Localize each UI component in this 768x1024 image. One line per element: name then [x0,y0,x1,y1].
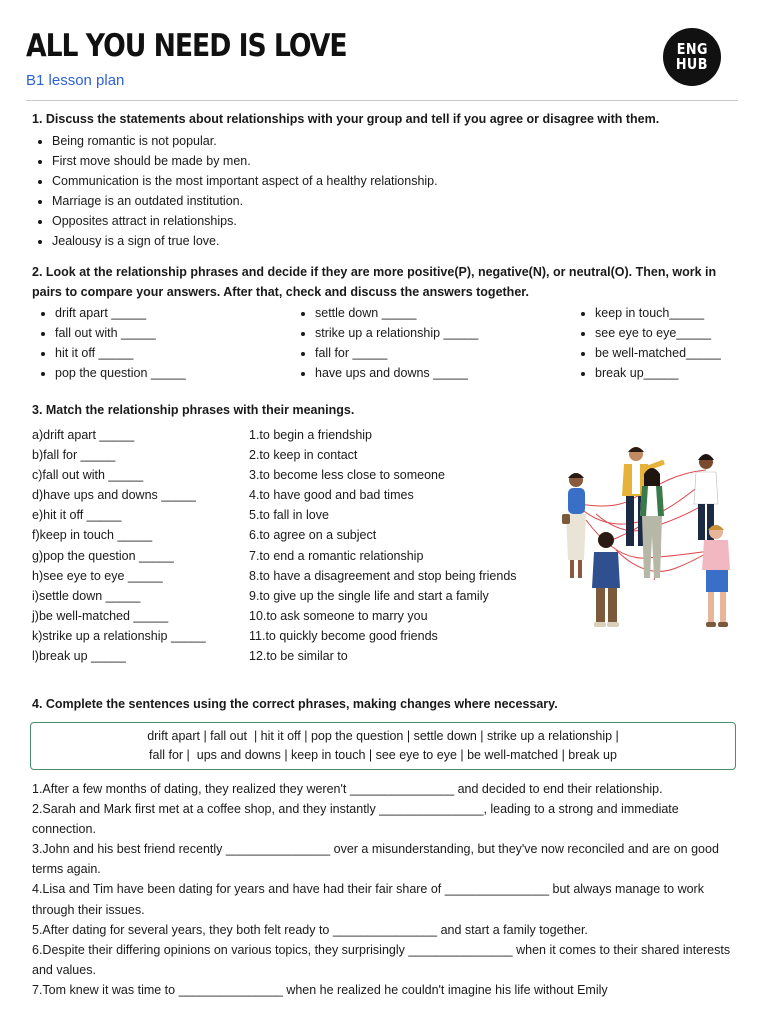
gap-fill-sentence: 1.After a few months of dating, they realized they weren't _______________ and decided to end their relationship. [32,782,663,796]
match-meaning: 3.to become less close to someone [249,468,445,483]
match-phrase: l)break up _____ [32,649,126,664]
statement-item: • Jealousy is a sign of true love. [52,231,438,251]
statement-item: • Opposites attract in relationships. [52,211,438,231]
phrase-item: • strike up a relationship _____ [315,323,535,343]
match-meaning: 11.to quickly become good friends [249,628,438,643]
phrase-item: • be well-matched_____ [595,343,768,363]
match-meaning: 8.to have a disagreement and stop being friends [249,568,517,583]
statement-list [32,131,438,251]
gap-fill-sentence: 5.After dating for several years, they both felt ready to _______________ and start a family together. [32,922,588,937]
match-meaning: 6.to agree on a subject [249,528,377,543]
match-phrase: a)drift apart _____ [32,428,135,442]
section-1-instruction: 1. Discuss the statements about relationships with your group and tell if you agree or disagree with them. [32,112,660,126]
page-title: ALL YOU NEED IS LOVE [26,28,347,64]
match-phrase: j)be well-matched _____ [32,608,169,623]
phrase-item: • settle down _____ [315,303,535,323]
logo-line-2: HUB [675,55,709,73]
match-meaning: 4.to have good and bad times [249,488,414,503]
people-connected-by-red-thread-illustration [556,440,736,636]
statement-item: • Communication is the most important aspect of a healthy relationship. [52,171,438,191]
phrase-item: • see eye to eye_____ [595,323,768,343]
phrase-item: • drift apart _____ [55,303,275,323]
section-4-instruction: 4. Complete the sentences using the correct phrases, making changes where necessary. [32,697,558,711]
match-meaning: 9.to give up the single life and start a family [249,588,489,603]
match-meaning: 2.to keep in contact [249,448,358,463]
gap-fill-sentence-list [32,779,742,1000]
phrase-item: • have ups and downs _____ [315,363,535,383]
gap-fill-sentence: 6.Despite their differing opinions on various topics, they surprisingly _______________ when it comes to their shared interests and values. [32,942,731,977]
match-phrase: h)see eye to eye _____ [32,568,163,583]
match-meaning-list [249,425,549,666]
phrase-item: • break up_____ [595,363,768,383]
gap-fill-sentence: 2.Sarah and Mark first met at a coffee shop, and they instantly _______________, leading to a strong and immediate connection. [32,802,679,837]
match-phrase-list [32,425,242,666]
word-bank-line-2: fall for | ups and downs | keep in touch | see eye to eye | be well-matched | break up [149,748,617,762]
match-meaning: 7.to end a romantic relationship [249,548,424,563]
phrase-item: • hit it off _____ [55,343,275,363]
match-meaning: 12.to be similar to [249,649,348,664]
phrase-column-1 [32,303,275,383]
match-meaning: 1.to begin a friendship [249,428,373,442]
logo-line-1: ENG [676,40,708,58]
phrase-item: • pop the question _____ [55,363,275,383]
section-3-instruction: 3. Match the relationship phrases with their meanings. [32,403,355,417]
match-phrase: c)fall out with _____ [32,468,144,483]
gap-fill-sentence: 4.Lisa and Tim have been dating for years and have had their fair share of _______________ but always manage to work through their issues. [32,882,704,917]
gap-fill-sentence: 7.Tom knew it was time to _______________ when he realized he couldn't imagine his life without Emily [32,982,608,997]
word-bank-line-1: drift apart | fall out | hit it off | pop the question | settle down | strike up a relationship | [147,728,619,743]
match-phrase: f)keep in touch _____ [32,528,153,543]
match-phrase: b)fall for _____ [32,448,116,463]
eng-hub-logo [663,28,721,86]
phrase-item: • fall out with _____ [55,323,275,343]
page-subtitle: B1 lesson plan [26,72,125,89]
gap-fill-sentence: 3.John and his best friend recently _______________ over a misunderstanding, but they've now reconciled and are on good terms again. [32,842,719,877]
match-phrase: i)settle down _____ [32,588,141,603]
match-phrase: g)pop the question _____ [32,548,174,563]
match-meaning: 10.to ask someone to marry you [249,608,428,623]
phrase-item: • fall for _____ [315,343,535,363]
header-divider [26,100,738,101]
phrase-item: • keep in touch_____ [595,303,768,323]
match-phrase: k)strike up a relationship _____ [32,628,206,643]
phrase-column-3 [572,303,768,383]
match-phrase: e)hit it off _____ [32,508,122,523]
match-phrase: d)have ups and downs _____ [32,488,197,503]
section-2-instruction: 2. Look at the relationship phrases and decide if they are more positive(P), negative(N), or neutral(O). Then, work in pairs to compare your answers. After that, check and discuss the answers together. [32,265,717,299]
statement-item: • First move should be made by men. [52,151,438,171]
word-bank-box [30,722,736,770]
match-meaning: 5.to fall in love [249,508,329,523]
phrase-column-2 [292,303,535,383]
statement-item: • Marriage is an outdated institution. [52,191,438,211]
statement-item: • Being romantic is not popular. [52,131,438,151]
